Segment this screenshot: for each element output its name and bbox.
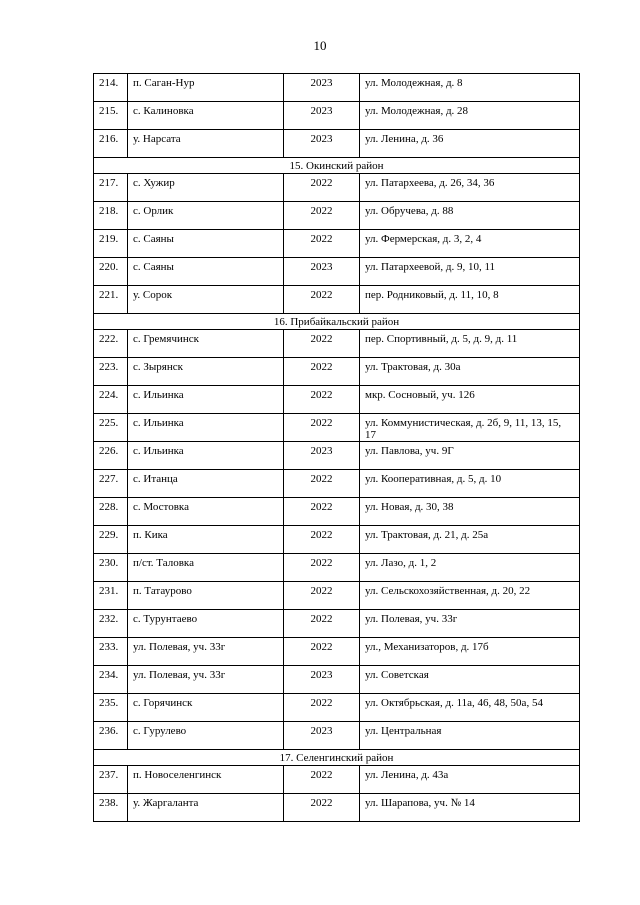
address-cell: пер. Спортивный, д. 5, д. 9, д. 11 xyxy=(360,330,580,358)
row-number-cell: 226. xyxy=(94,442,128,470)
district-header-row xyxy=(94,750,580,766)
table-row xyxy=(94,330,580,358)
settlement-cell: с. Гурулево xyxy=(128,722,284,750)
year-cell: 2022 xyxy=(284,358,360,386)
table-row xyxy=(94,794,580,822)
address-cell: ул. Ленина, д. 36 xyxy=(360,130,580,158)
table-row xyxy=(94,74,580,102)
row-number-cell: 215. xyxy=(94,102,128,130)
address-cell: ул. Центральная xyxy=(360,722,580,750)
address-cell: мкр. Сосновый, уч. 126 xyxy=(360,386,580,414)
table-row xyxy=(94,358,580,386)
district-title: 16. Прибайкальский район xyxy=(94,314,580,330)
row-number-cell: 230. xyxy=(94,554,128,582)
year-cell: 2022 xyxy=(284,414,360,442)
table-row xyxy=(94,386,580,414)
address-cell: ул. Коммунистическая, д. 2б, 9, 11, 13, 15, 17 xyxy=(360,414,580,442)
row-number-cell: 237. xyxy=(94,766,128,794)
settlement-cell: с. Турунтаево xyxy=(128,610,284,638)
table-row xyxy=(94,526,580,554)
row-number-cell: 227. xyxy=(94,470,128,498)
year-cell: 2022 xyxy=(284,610,360,638)
district-header-row xyxy=(94,314,580,330)
table-row xyxy=(94,470,580,498)
settlement-cell: п. Кика xyxy=(128,526,284,554)
district-title: 15. Окинский район xyxy=(94,158,580,174)
row-number-cell: 214. xyxy=(94,74,128,102)
address-cell: ул. Патархеева, д. 26, 34, 36 xyxy=(360,174,580,202)
address-cell: ул. Фермерская, д. 3, 2, 4 xyxy=(360,230,580,258)
table-row xyxy=(94,202,580,230)
year-cell: 2022 xyxy=(284,386,360,414)
row-number-cell: 235. xyxy=(94,694,128,722)
page-number: 10 xyxy=(313,38,327,53)
year-cell: 2022 xyxy=(284,174,360,202)
year-cell: 2022 xyxy=(284,330,360,358)
year-cell: 2022 xyxy=(284,638,360,666)
address-cell: ул., Механизаторов, д. 17б xyxy=(360,638,580,666)
settlement-cell: у. Жаргаланта xyxy=(128,794,284,822)
settlement-cell: с. Орлик xyxy=(128,202,284,230)
row-number-cell: 219. xyxy=(94,230,128,258)
address-cell: ул. Молодежная, д. 8 xyxy=(360,74,580,102)
address-cell: ул. Новая, д. 30, 38 xyxy=(360,498,580,526)
row-number-cell: 222. xyxy=(94,330,128,358)
address-cell: ул. Советская xyxy=(360,666,580,694)
settlement-cell: с. Итанца xyxy=(128,470,284,498)
address-cell: ул. Октябрьская, д. 11а, 46, 48, 50а, 54 xyxy=(360,694,580,722)
table-row xyxy=(94,442,580,470)
settlement-cell: ул. Полевая, уч. 33г xyxy=(128,666,284,694)
year-cell: 2023 xyxy=(284,442,360,470)
table-row xyxy=(94,130,580,158)
address-cell: ул. Сельскохозяйственная, д. 20, 22 xyxy=(360,582,580,610)
table-row xyxy=(94,610,580,638)
row-number-cell: 238. xyxy=(94,794,128,822)
year-cell: 2023 xyxy=(284,722,360,750)
year-cell: 2023 xyxy=(284,102,360,130)
row-number-cell: 229. xyxy=(94,526,128,554)
year-cell: 2022 xyxy=(284,202,360,230)
table-body xyxy=(94,74,580,822)
settlement-cell: у. Сорок xyxy=(128,286,284,314)
row-number-cell: 221. xyxy=(94,286,128,314)
settlement-cell: с. Зырянск xyxy=(128,358,284,386)
settlement-cell: с. Ильинка xyxy=(128,442,284,470)
address-cell: ул. Кооперативная, д. 5, д. 10 xyxy=(360,470,580,498)
table-row xyxy=(94,638,580,666)
settlement-cell: п. Саган-Нур xyxy=(128,74,284,102)
table-row xyxy=(94,258,580,286)
address-cell: ул. Молодежная, д. 28 xyxy=(360,102,580,130)
settlements-table xyxy=(93,73,580,822)
row-number-cell: 228. xyxy=(94,498,128,526)
table-row xyxy=(94,230,580,258)
address-cell: ул. Лазо, д. 1, 2 xyxy=(360,554,580,582)
year-cell: 2023 xyxy=(284,258,360,286)
address-cell: ул. Ленина, д. 43а xyxy=(360,766,580,794)
row-number-cell: 220. xyxy=(94,258,128,286)
table-row xyxy=(94,414,580,442)
settlement-cell: п. Новоселенгинск xyxy=(128,766,284,794)
settlement-cell: с. Гремячинск xyxy=(128,330,284,358)
year-cell: 2022 xyxy=(284,526,360,554)
table-row xyxy=(94,766,580,794)
settlement-cell: п/ст. Таловка xyxy=(128,554,284,582)
table-row xyxy=(94,286,580,314)
district-header-row xyxy=(94,158,580,174)
address-cell: ул. Павлова, уч. 9Г xyxy=(360,442,580,470)
row-number-cell: 217. xyxy=(94,174,128,202)
settlement-cell: с. Саяны xyxy=(128,230,284,258)
row-number-cell: 223. xyxy=(94,358,128,386)
table-row xyxy=(94,498,580,526)
settlement-cell: с. Ильинка xyxy=(128,414,284,442)
year-cell: 2022 xyxy=(284,286,360,314)
year-cell: 2022 xyxy=(284,766,360,794)
year-cell: 2022 xyxy=(284,794,360,822)
settlement-cell: п. Татаурово xyxy=(128,582,284,610)
table-row xyxy=(94,694,580,722)
year-cell: 2022 xyxy=(284,554,360,582)
address-cell: ул. Обручева, д. 88 xyxy=(360,202,580,230)
table-row xyxy=(94,666,580,694)
row-number-cell: 224. xyxy=(94,386,128,414)
settlement-cell: с. Ильинка xyxy=(128,386,284,414)
year-cell: 2022 xyxy=(284,470,360,498)
row-number-cell: 218. xyxy=(94,202,128,230)
table-row xyxy=(94,102,580,130)
year-cell: 2022 xyxy=(284,694,360,722)
row-number-cell: 216. xyxy=(94,130,128,158)
settlement-cell: с. Горячинск xyxy=(128,694,284,722)
row-number-cell: 236. xyxy=(94,722,128,750)
year-cell: 2023 xyxy=(284,74,360,102)
address-cell: ул. Трактовая, д. 21, д. 25а xyxy=(360,526,580,554)
address-cell: ул. Полевая, уч. 33г xyxy=(360,610,580,638)
table-row xyxy=(94,722,580,750)
year-cell: 2022 xyxy=(284,230,360,258)
settlement-cell: с. Калиновка xyxy=(128,102,284,130)
year-cell: 2022 xyxy=(284,498,360,526)
address-cell: ул. Шарапова, уч. № 14 xyxy=(360,794,580,822)
settlement-cell: с. Саяны xyxy=(128,258,284,286)
settlement-cell: ул. Полевая, уч. 33г xyxy=(128,638,284,666)
address-cell: ул. Патархеевой, д. 9, 10, 11 xyxy=(360,258,580,286)
address-cell: пер. Родниковый, д. 11, 10, 8 xyxy=(360,286,580,314)
settlement-cell: с. Хужир xyxy=(128,174,284,202)
row-number-cell: 232. xyxy=(94,610,128,638)
year-cell: 2023 xyxy=(284,130,360,158)
table-row xyxy=(94,174,580,202)
district-title: 17. Селенгинский район xyxy=(94,750,580,766)
row-number-cell: 233. xyxy=(94,638,128,666)
row-number-cell: 231. xyxy=(94,582,128,610)
table-row xyxy=(94,554,580,582)
row-number-cell: 225. xyxy=(94,414,128,442)
table-row xyxy=(94,582,580,610)
year-cell: 2023 xyxy=(284,666,360,694)
year-cell: 2022 xyxy=(284,582,360,610)
address-cell: ул. Трактовая, д. 30а xyxy=(360,358,580,386)
settlement-cell: у. Нарсата xyxy=(128,130,284,158)
settlement-cell: с. Мостовка xyxy=(128,498,284,526)
row-number-cell: 234. xyxy=(94,666,128,694)
